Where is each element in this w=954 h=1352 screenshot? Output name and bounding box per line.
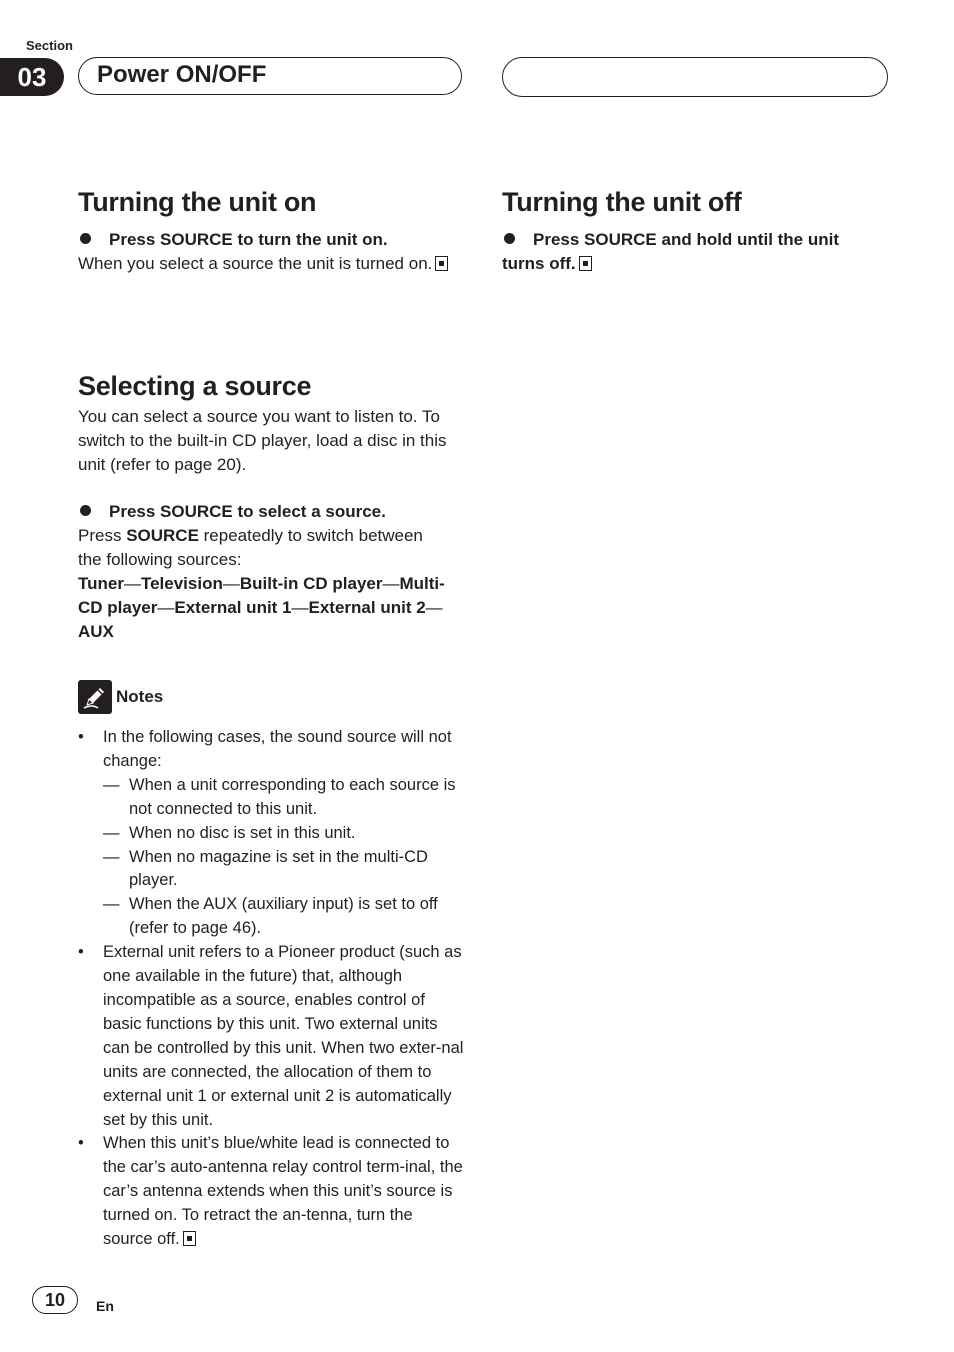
turn-off-step-text: Press SOURCE and hold until the unit turns off.	[502, 230, 840, 273]
section-label: Section	[26, 38, 73, 53]
end-of-section-icon	[579, 256, 592, 271]
select-source-text-suffix: repeatedly to switch between the following sources:	[78, 526, 423, 569]
source-list	[78, 572, 466, 644]
turn-on-heading: Turning the unit on	[78, 187, 317, 217]
select-source-step	[78, 500, 468, 524]
notes-label: Notes	[116, 687, 164, 706]
turn-on-text	[78, 252, 450, 276]
bullet-icon	[80, 505, 91, 516]
select-source-section	[78, 370, 468, 1252]
note-text: When this unit’s blue/white lead is connected to the car’s auto-antenna relay control term-inal, the car’s antenna extends when this unit’s source is turned on. To retract the an-tenna, turn the source off.	[103, 1134, 463, 1249]
note-sub-item	[78, 893, 466, 941]
turn-on-text-body: When you select a source the unit is turned on.	[78, 254, 433, 273]
bullet-icon: •	[78, 1134, 84, 1153]
notes-header	[78, 680, 468, 714]
note-sub-item	[78, 774, 466, 822]
turn-on-section	[78, 186, 464, 276]
note-item	[78, 726, 466, 774]
pencil-notes-icon	[78, 680, 112, 714]
source-separator: —	[425, 598, 443, 617]
source-separator: —	[382, 574, 400, 593]
end-of-section-icon	[183, 1231, 196, 1246]
dash-icon: —	[103, 847, 120, 866]
notes-list	[78, 726, 466, 1252]
turn-on-step	[78, 228, 464, 252]
source-name: External unit 1	[174, 598, 292, 617]
dash-icon: —	[103, 775, 120, 794]
section-title: Power ON/OFF	[97, 61, 267, 88]
bullet-icon: •	[78, 728, 84, 746]
section-title-box	[78, 57, 462, 95]
select-source-text	[78, 524, 450, 572]
source-separator: —	[291, 598, 309, 617]
note-sub-text: When a unit corresponding to each source is not connected to this unit.	[129, 775, 456, 818]
dash-icon: —	[103, 823, 120, 842]
select-source-intro: You can select a source you want to listen to. To switch to the built-in CD player, load a disc in this unit (refer to page 20).	[78, 407, 447, 474]
note-text: External unit refers to a Pioneer product (such as one available in the future) that, although incompatible as a source, enables control of basic functions by this unit. Two external units can be controlled by this unit. When two exter-nal units are connected, the allocation of them to external unit 1 or external unit 2 is automatically set by this unit.	[103, 943, 464, 1129]
dash-icon: —	[103, 895, 120, 914]
empty-header-box	[502, 57, 888, 97]
note-item	[78, 1132, 466, 1252]
note-sub-item	[78, 846, 466, 894]
source-separator: —	[222, 574, 240, 593]
turn-on-step-text: Press SOURCE to turn the unit on.	[109, 230, 388, 249]
select-source-heading: Selecting a source	[78, 371, 312, 401]
source-separator: —	[157, 598, 175, 617]
bullet-icon: •	[78, 943, 84, 962]
turn-off-step	[502, 228, 872, 276]
select-source-step-text: Press SOURCE to select a source.	[109, 502, 386, 521]
page-number: 10	[32, 1286, 78, 1314]
bullet-icon	[80, 233, 91, 244]
source-name: Multi-CD player	[78, 574, 445, 617]
turn-off-section	[502, 186, 892, 276]
bullet-icon	[504, 233, 515, 244]
note-sub-text: When no magazine is set in the multi-CD player.	[129, 847, 428, 890]
source-name: AUX	[78, 622, 114, 641]
turn-off-heading: Turning the unit off	[502, 187, 742, 217]
note-sub-item	[78, 822, 466, 846]
source-name: External unit 2	[308, 598, 426, 617]
select-source-text-prefix: Press	[78, 526, 127, 545]
note-text: In the following cases, the sound source will not change:	[103, 728, 452, 770]
section-number-badge: 03	[0, 58, 64, 96]
source-name: Built-in CD player	[239, 574, 383, 593]
note-sub-text: When no disc is set in this unit.	[129, 823, 356, 842]
note-sub-text: When the AUX (auxiliary input) is set to off (refer to page 46).	[129, 895, 438, 938]
end-of-section-icon	[435, 256, 448, 271]
source-name: Tuner	[78, 574, 124, 593]
language-label: En	[96, 1298, 114, 1314]
source-keyword: SOURCE	[126, 526, 199, 545]
note-item	[78, 941, 466, 1132]
source-separator: —	[123, 574, 141, 593]
source-name: Television	[140, 574, 223, 593]
